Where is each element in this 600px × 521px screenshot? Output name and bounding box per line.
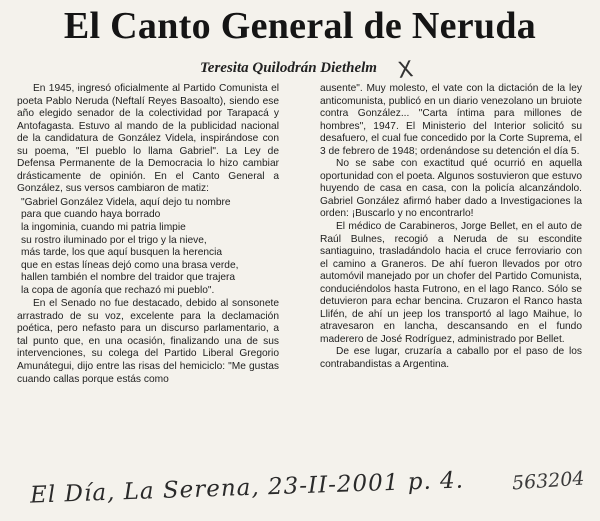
left-column bbox=[17, 83, 279, 386]
left-paragraph-2: En el Senado no fue destacado, debido al sonsonete arrastrado de su voz, excelente para la declamación poética, pero nefasto para un discurso parlamentario, a tal punto que, en una ocasión, finalizando una de sus intervenciones, su colega del Partido Liberal Gregorio Amunátegui, dijo entre las risas del hemiciclo: "Me gustas cuando callas porque estás como bbox=[17, 298, 279, 385]
right-paragraph-3: El médico de Carabineros, Jorge Bellet, en el auto de Raúl Bulnes, recogió a Neruda de su escondite santiaguino, trasladándolo hacia el cruce ferroviario con el camino a Graneros. De ahí fueron llevados por otro automóvil manejado por un chofer del Partido Comunista, conduciéndolos hasta Futrono, en el lago Ranco. Sólo se detuvieron para echar bencina. Cruzaron el Ranco hasta Llifén, de ahí un jeep los transportó al lago Maihue, lo atravesaron en lancha, descansando en el fundo maderero de José Rodríguez, administrado por Bellet. bbox=[320, 221, 582, 345]
left-paragraph-1: En 1945, ingresó oficialmente al Partido Comunista el poeta Pablo Neruda (Neftalí Reyes Basoalto), siendo ese año elegido senador de la colectividad por Tarapacá y Antofagasta. Estuvo al mando de la publicidad nacional de la candidatura de González Videla, inspirándose con su poema, "El pueblo lo llama Gabriel". La Ley de Defensa Permanente de la Democracia lo hizo cambiar drásticamente de opinión. En el Canto General a González, sus versos cambiaron de matiz: bbox=[17, 83, 279, 195]
poem-line: la ingominia, cuando mi patria limpie bbox=[21, 222, 186, 234]
poem-line: su rostro iluminado por el trigo y la nieve, bbox=[21, 234, 207, 246]
handwritten-catalog-number: 563204 bbox=[511, 467, 586, 495]
poem-line: hallen también el nombre del traidor que trajera bbox=[21, 272, 236, 284]
right-paragraph-1: ausente". Muy molesto, el vate con la dictación de la ley anticomunista, publicó en un diario venezolano un bruiote contra González... "Carta íntima para millones de hombres", 1947. El Ministerio del Interior solicitó su desafuero, el cual fue concedido por la Corte Suprema, el 3 de febrero de 1948; ordenándose su detención el día 5. bbox=[320, 83, 582, 157]
poem-line: para que cuando haya borrado bbox=[21, 209, 161, 221]
article-byline: Teresita Quilodrán Diethelm bbox=[200, 60, 377, 76]
poem-quote bbox=[21, 197, 279, 297]
right-paragraph-4: De ese lugar, cruzaría a caballo por el paso de los contrabandistas a Argentina. bbox=[320, 346, 582, 371]
right-column bbox=[320, 83, 582, 372]
handwritten-source-note: El Día, La Serena, 23-II-2001 p. 4. bbox=[29, 467, 465, 509]
poem-line: "Gabriel González Videla, aquí dejo tu nombre bbox=[21, 196, 231, 208]
poem-line: la copa de agonía que rechazó mi pueblo". bbox=[21, 284, 215, 296]
poem-line: que en estas líneas dejó como una brasa verde, bbox=[21, 259, 239, 271]
poem-line: más tarde, los que aquí busquen la herencia bbox=[21, 247, 223, 259]
right-paragraph-2: No se sabe con exactitud qué ocurrió en aquella oportunidad con el poeta. Algunos sostuvieron que estuvo huyendo de casa en casa, con la policía alcanzándolo. Gabriel González afirmó haber dado a Investigaciones la orden: ¡Buscarlo y no encontrarlo! bbox=[320, 158, 582, 220]
handwritten-x-mark: X bbox=[396, 57, 415, 84]
article-title: El Canto General de Neruda bbox=[63, 5, 537, 47]
